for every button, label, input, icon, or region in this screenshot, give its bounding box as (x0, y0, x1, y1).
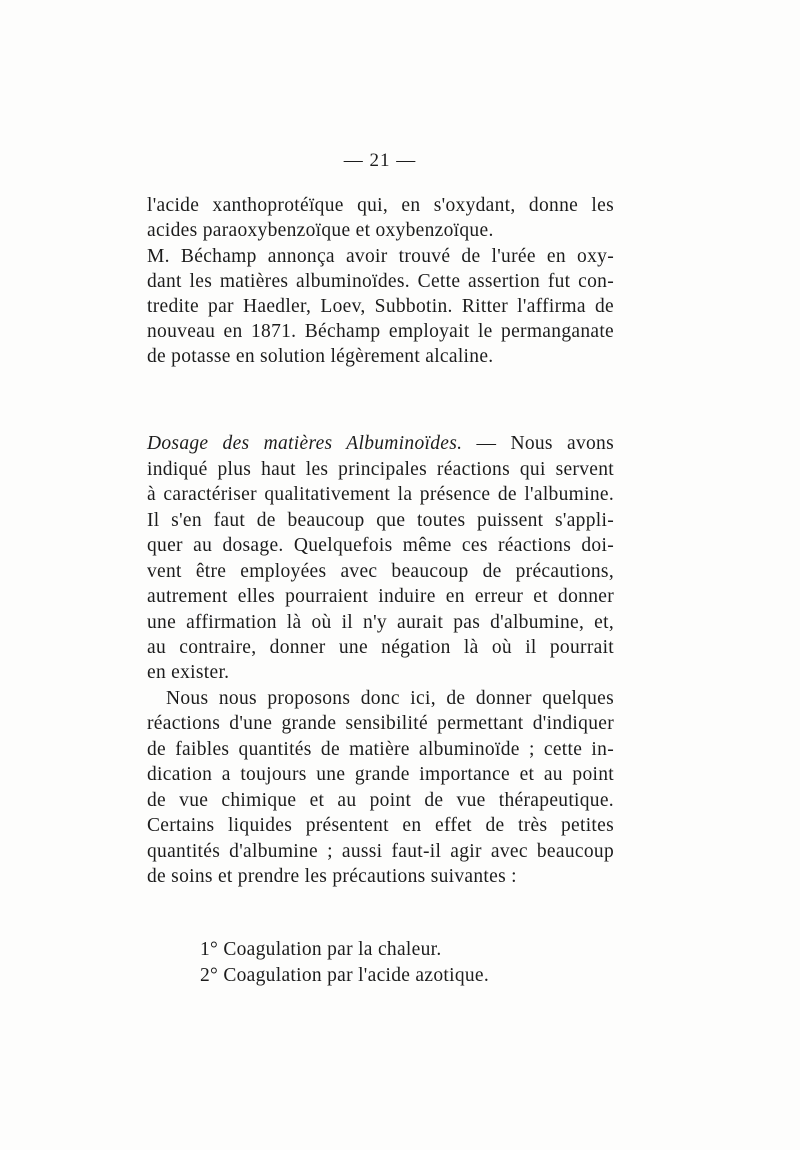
text-line: Nous nous proposons donc ici, de donner quelques (166, 688, 614, 709)
section-heading: Dosage des matières Albuminoïdes. (147, 433, 463, 454)
section-heading-line (147, 432, 614, 456)
text-line: tredite par Haedler, Loev, Subbotin. Ritter l'affirma de (147, 296, 614, 317)
text-line: à caractériser qualitativement la présence de l'albumine. (147, 484, 614, 505)
text-line: une affirmation là où il n'y aurait pas d'albumine, et, (147, 612, 614, 633)
text-line: autrement elles pourraient induire en erreur et donner (147, 586, 614, 607)
text-line: quer au dosage. Quelquefois même ces réactions doi- (147, 535, 614, 556)
text-line: de faibles quantités de matière albuminoïde ; cette in- (147, 739, 614, 760)
text-line: l'acide xanthoprotéïque qui, en s'oxydant, donne les (147, 195, 614, 216)
text-line: de soins et prendre les précautions suivantes : (147, 866, 517, 887)
text-line: dant les matières albuminoïdes. Cette assertion fut con- (147, 271, 614, 292)
text-fragment: — Nous avons (462, 433, 614, 454)
text-line: nouveau en 1871. Béchamp employait le permanganate (147, 321, 614, 342)
text-line: en exister. (147, 662, 230, 683)
list-item: 2° Coagulation par l'acide azotique. (200, 965, 490, 986)
text-line: de vue chimique et au point de vue thérapeutique. (147, 790, 614, 811)
text-line: M. Béchamp annonça avoir trouvé de l'urée en oxy- (147, 246, 614, 267)
page-number: — 21 — (343, 150, 417, 171)
text-line: quantités d'albumine ; aussi faut-il agir avec beaucoup (147, 841, 614, 862)
text-line: au contraire, donner une négation là où il pourrait (147, 637, 614, 658)
text-line: Certains liquides présentent en effet de très petites (147, 815, 614, 836)
text-line: indiqué plus haut les principales réactions qui servent (147, 459, 614, 480)
text-line: de potasse en solution légèrement alcaline. (147, 346, 494, 367)
text-line: vent être employées avec beaucoup de précautions, (147, 561, 614, 582)
text-line: réactions d'une grande sensibilité permettant d'indiquer (147, 713, 614, 734)
text-line: acides paraoxybenzoïque et oxybenzoïque. (147, 220, 494, 241)
text-line: dication a toujours une grande importance et au point (147, 764, 614, 785)
list-item: 1° Coagulation par la chaleur. (200, 939, 442, 960)
text-line: Il s'en faut de beaucoup que toutes puissent s'appli- (147, 510, 614, 531)
